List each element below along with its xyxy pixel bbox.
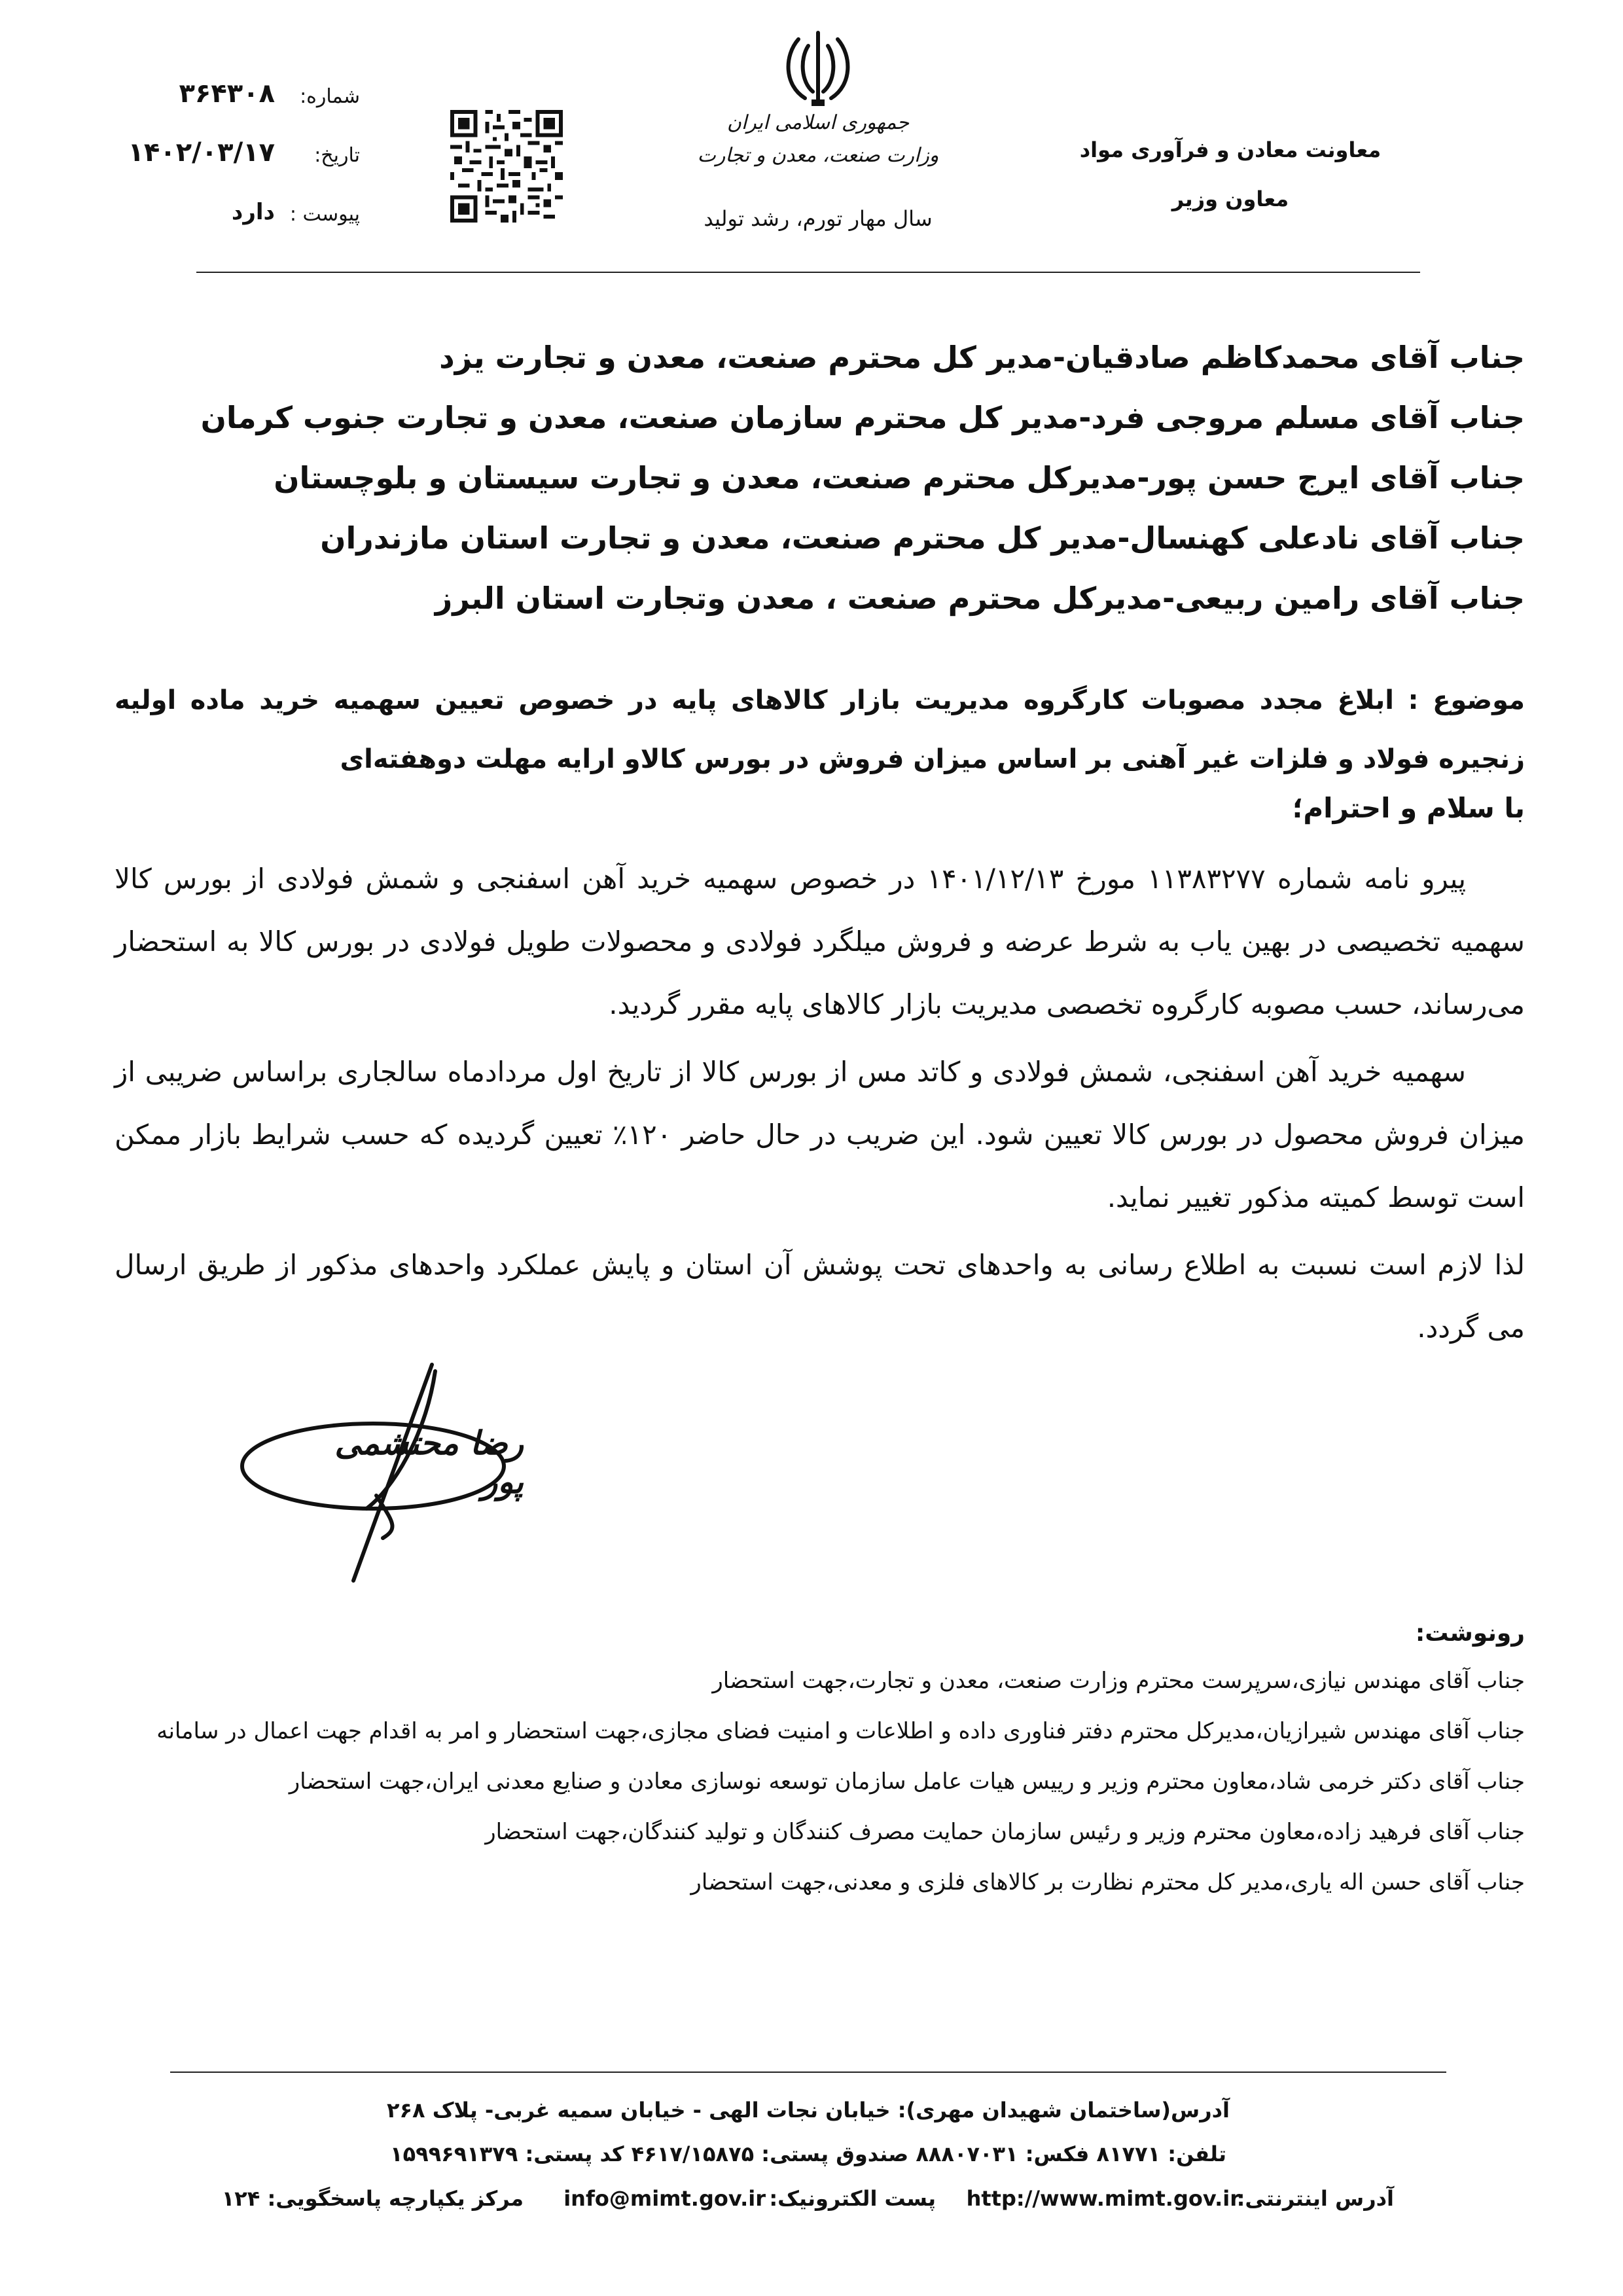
- body-paragraph: لذا لازم است نسبت به اطلاع رسانی به واحدهای تحت پوشش آن استان و پایش عملکرد واحدهای مذکور از طریق ارسال می گردد.: [115, 1249, 1525, 1344]
- addressee-line: جناب آقای ایرج حسن پور-مدیرکل محترم صنعت، معدن و تجارت سیستان و بلوچستان: [274, 460, 1525, 495]
- footer-divider: [170, 2072, 1446, 2073]
- attachment-row: [164, 196, 360, 236]
- footer-contact: تلفن: ۸۱۷۷۱ فکس: ۸۸۸۰۷۰۳۱ صندوق پستی: ۴۶۱۷/۱۵۸۷۵ کد پستی: ۱۵۹۹۶۹۱۳۷۹: [390, 2142, 1226, 2166]
- letter-date-label: تاریخ:: [314, 144, 360, 167]
- letter-number: ۳۶۴۳۰۸: [179, 79, 275, 109]
- cc-title: رونوشت:: [1415, 1620, 1525, 1647]
- addressee-line: جناب آقای مسلم مروجی فرد-مدیر کل محترم سازمان صنعت، معدن و تجارت جنوب کرمان: [200, 400, 1525, 435]
- footer-online-row: [221, 2186, 1394, 2219]
- addressee-line: جناب آقای محمدکاظم صادقیان-مدیر کل محترم صنعت، معدن و تجارت یزد: [439, 340, 1525, 375]
- signatory-name: رضا محتشمی پور: [334, 1424, 524, 1501]
- iran-emblem-icon: [779, 26, 857, 111]
- addressee-line: جناب آقای رامین ربیعی-مدیرکل محترم صنعت ، معدن وتجارت استان البرز: [435, 581, 1525, 616]
- footer-email-label: پست الکترونیک:: [769, 2186, 936, 2211]
- footer-website-link[interactable]: http://www.mimt.gov.ir: [966, 2186, 1240, 2211]
- year-slogan: سال مهار تورم، رشد تولید: [704, 206, 933, 231]
- footer-email-link[interactable]: info@mimt.gov.ir: [563, 2186, 766, 2211]
- letter-date: ۱۴۰۲/۰۳/۱۷: [128, 137, 275, 168]
- cc-item: جناب آقای دکتر خرمی شاد،معاون محترم وزیر و رییس هیات عامل سازمان توسعه نوسازی معادن و صنایع معدنی ایران،جهت استحضار: [289, 1768, 1525, 1795]
- letter-date-row: [128, 137, 360, 177]
- footer-website-label: آدرس اینترنتی:: [1236, 2186, 1394, 2211]
- department-sub: معاون وزیر: [1171, 187, 1289, 211]
- letter-number-row: [164, 79, 360, 118]
- cc-item: جناب آقای مهندس شیرازیان،مدیرکل محترم دفتر فناوری داده و اطلاعات و امنیت فضای مجازی،جهت استحضار و امر به اقدام جهت اعمال در سامانه: [156, 1718, 1525, 1744]
- body-paragraph: سهمیه خرید آهن اسفنجی، شمش فولادی و کاتد مس از بورس کالا از تاریخ اول مردادماه سالجاری براساس ضریبی از میزان فروش محصول در بورس کالا تعیین شود. این ضریب در حال حاضر ۱۲۰٪ تعیین گردیده که حسب شرایط بازار ممکن است توسط کمیته مذکور تغییر نماید.: [115, 1056, 1525, 1213]
- attachment-value: دارد: [231, 199, 275, 225]
- footer-callcenter: مرکز یکپارچه پاسخگویی: ۱۲۴: [221, 2186, 524, 2211]
- cc-item: جناب آقای مهندس نیازی،سرپرست محترم وزارت صنعت، معدن و تجارت،جهت استحضار: [712, 1668, 1525, 1694]
- letter-subject: موضوع : ابلاغ مجدد مصوبات کارگروه مدیریت بازار کالاهای پایه در خصوص تعیین سهمیه خرید ماده اولیه زنجیره فولاد و فلزات غیر آهنی بر اساس میزان فروش در بورس کالاو ارایه مهلت دوهفته‌ای: [115, 685, 1525, 774]
- addressee-list: [85, 327, 1525, 628]
- addressee-line: جناب آقای نادعلی کهنسال-مدیر کل محترم صنعت، معدن و تجارت استان مازندران: [320, 520, 1525, 556]
- ministry-name: وزارت صنعت، معدن و تجارت: [697, 144, 939, 167]
- department-name: معاونت معادن و فرآوری مواد: [1079, 137, 1382, 162]
- greeting: با سلام و احترام؛: [1292, 792, 1525, 824]
- cc-item: جناب آقای فرهید زاده،معاون محترم وزیر و رئیس سازمان حمایت مصرف کنندگان و تولید کنندگان،جهت استحضار: [485, 1819, 1525, 1845]
- emblem-country-text: جمهوری اسلامی ایران: [726, 111, 910, 134]
- attachment-label: پیوست :: [289, 203, 360, 226]
- qr-code-icon: [450, 110, 563, 223]
- signature: [236, 1358, 524, 1587]
- cc-list: [115, 1656, 1525, 1908]
- letter-number-label: شماره:: [300, 85, 360, 108]
- cc-item: جناب آقای حسن اله یاری،مدیر کل محترم نظارت بر کالاهای فلزی و معدنی،جهت استحضار: [690, 1869, 1525, 1895]
- footer-address: آدرس(ساختمان شهیدان مهری): خیابان نجات الهی - خیابان سمیه غربی- پلاک ۲۶۸: [386, 2098, 1230, 2123]
- header-divider: [196, 272, 1420, 273]
- body-paragraph: پیرو نامه شماره ۱۱۳۸۳۲۷۷ مورخ ۱۴۰۱/۱۲/۱۳ در خصوص سهمیه خرید آهن اسفنجی و شمش فولادی از بورس کالا سهمیه تخصیصی در بهین یاب به شرط عرضه و فروش میلگرد فولادی و محصولات طویل فولادی در بورس کالا به استحضار می‌رساند، حسب مصوبه کارگروه تخصصی مدیریت بازار کالاهای پایه مقرر گردید.: [115, 863, 1525, 1020]
